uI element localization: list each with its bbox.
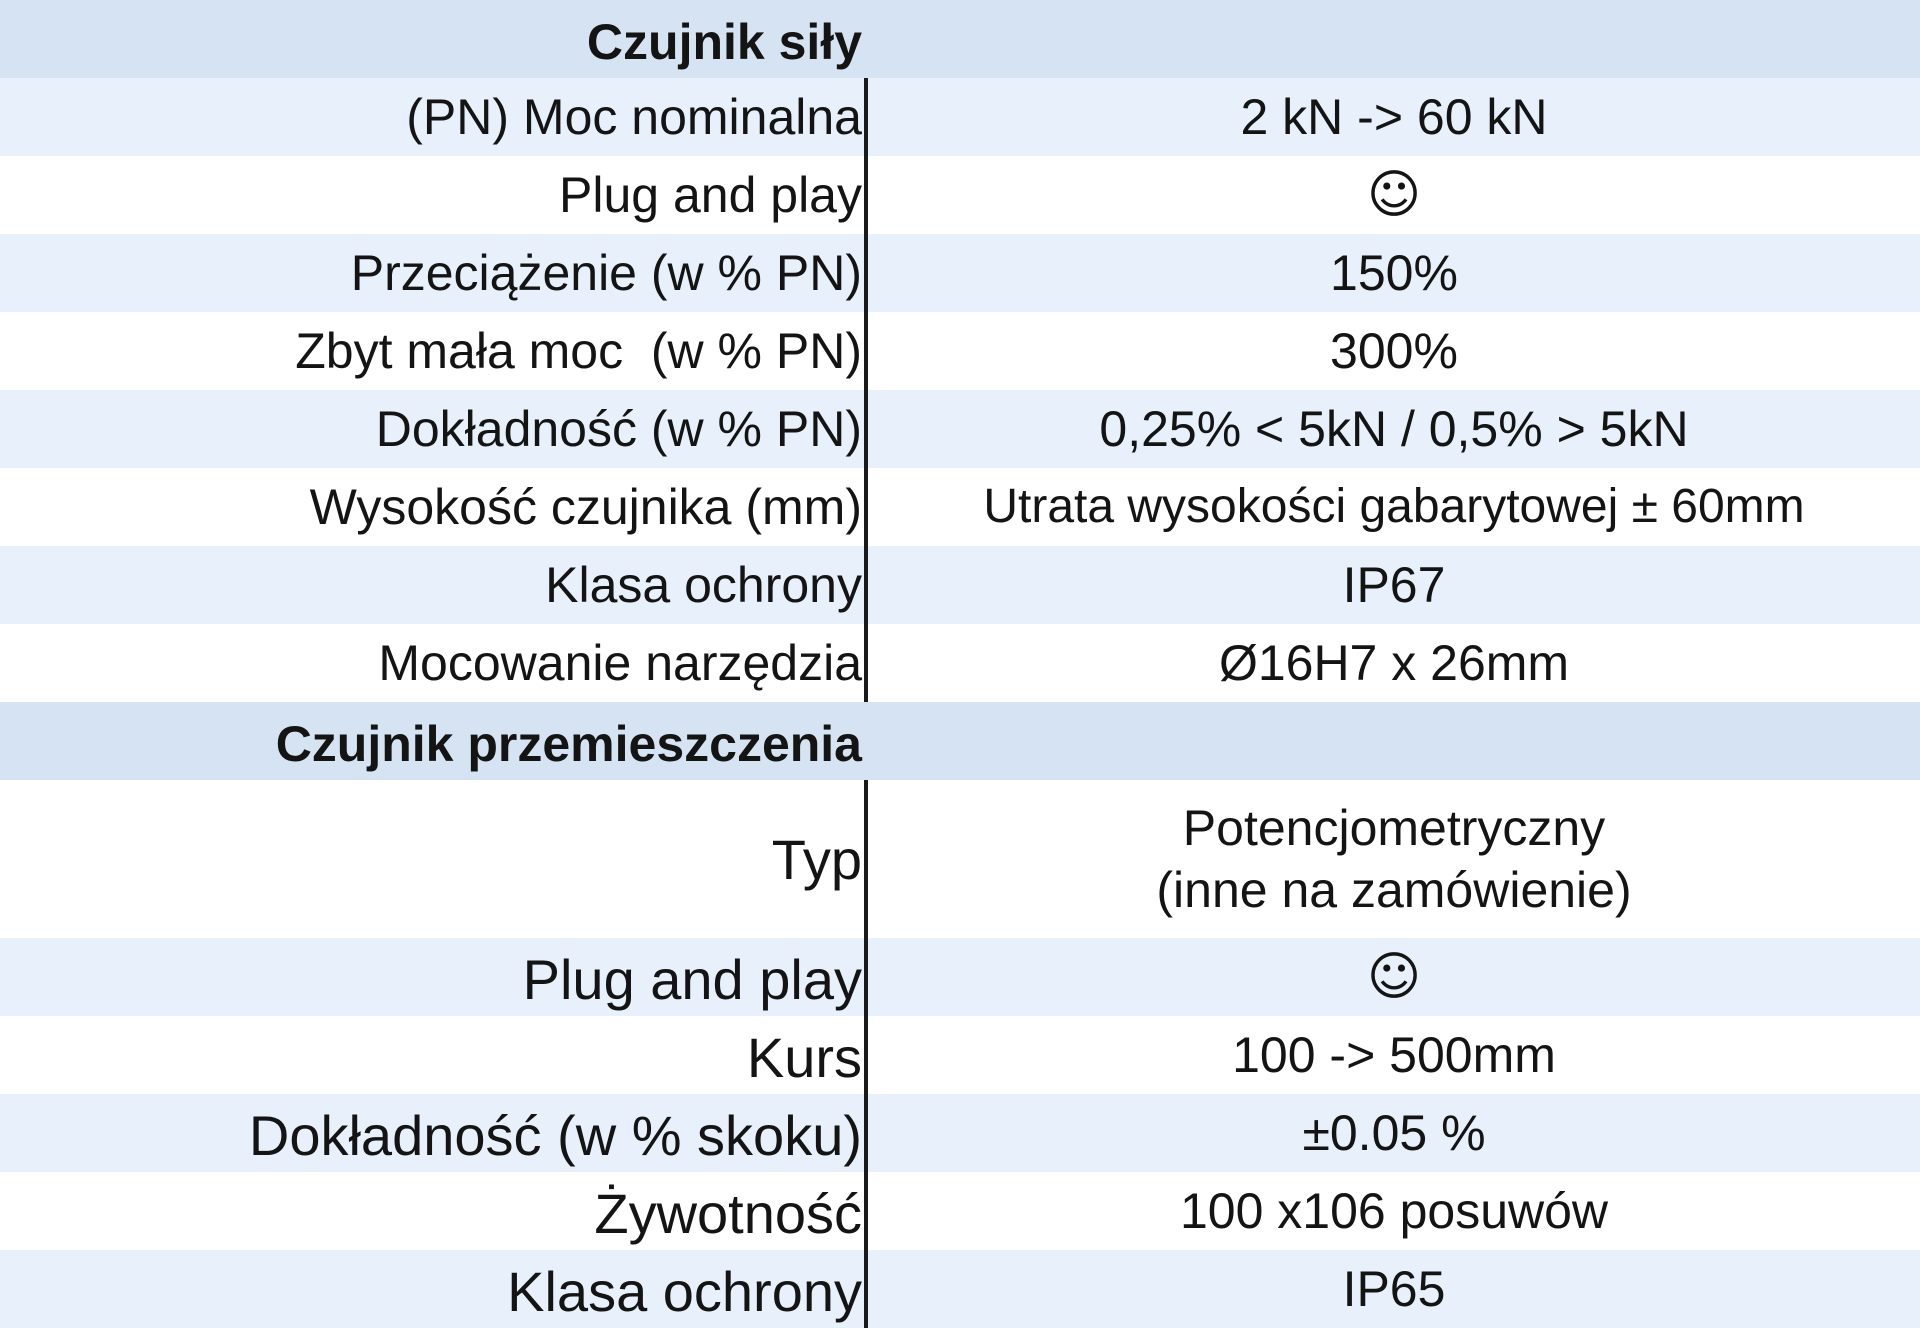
table-row: [0, 780, 1920, 938]
row-value: 2 kN -> 60 kN: [1240, 88, 1548, 145]
empty-cell: [868, 702, 1920, 780]
row-value: Ø16H7 x 26mm: [1218, 634, 1570, 691]
section-header-displacement-sensor: [0, 702, 1920, 780]
table-row: [0, 546, 1920, 624]
row-value: 100 x106 posuwów: [1179, 1182, 1609, 1239]
row-label: Dokładność (w % skoku): [248, 1104, 862, 1167]
row-label: Kurs: [746, 1026, 862, 1089]
row-label: Mocowanie narzędzia: [378, 635, 862, 691]
row-label: Klasa ochrony: [545, 557, 862, 613]
row-label: Zbyt mała moc (w % PN): [295, 323, 862, 379]
smiley-icon: ☺: [1366, 164, 1422, 225]
table-row: [0, 624, 1920, 702]
table-row: [0, 156, 1920, 234]
row-label: Żywotność: [594, 1182, 862, 1245]
table-row: [0, 1094, 1920, 1172]
row-value: IP65: [1342, 1260, 1446, 1317]
row-value: [868, 780, 1920, 938]
table-row: [0, 312, 1920, 390]
value-line: Potencjometryczny: [1182, 799, 1606, 856]
row-label: Dokładność (w % PN): [375, 401, 862, 457]
section-title: Czujnik siły: [586, 14, 862, 70]
table-row: [0, 1172, 1920, 1250]
table-row: [0, 468, 1920, 546]
row-value: 300%: [1330, 322, 1458, 379]
table-row: [0, 234, 1920, 312]
smiley-icon: ☺: [1366, 946, 1422, 1007]
section-title: Czujnik przemieszczenia: [275, 716, 862, 772]
table-row: [0, 938, 1920, 1016]
row-value: Utrata wysokości gabarytowej ± 60mm: [983, 480, 1805, 533]
row-label: Plug and play: [558, 167, 862, 223]
table-row: [0, 1016, 1920, 1094]
row-label: Wysokość czujnika (mm): [309, 479, 862, 535]
empty-cell: [868, 0, 1920, 78]
section-header-force-sensor: [0, 0, 1920, 78]
row-label: Klasa ochrony: [507, 1260, 862, 1323]
row-value: 150%: [1330, 244, 1458, 301]
table-row: [0, 1250, 1920, 1328]
row-value: 0,25% < 5kN / 0,5% > 5kN: [1099, 400, 1689, 457]
table-row: [0, 390, 1920, 468]
table-row: [0, 78, 1920, 156]
row-value: IP67: [1342, 556, 1446, 613]
row-value: 100 -> 500mm: [1232, 1026, 1556, 1083]
value-line: (inne na zamówienie): [1156, 862, 1632, 918]
row-label: Przeciążenie (w % PN): [350, 245, 862, 301]
row-label: Plug and play: [522, 948, 862, 1011]
row-value: ±0.05 %: [1302, 1104, 1486, 1161]
row-label: Typ: [771, 827, 862, 891]
row-label: (PN) Moc nominalna: [406, 89, 862, 145]
